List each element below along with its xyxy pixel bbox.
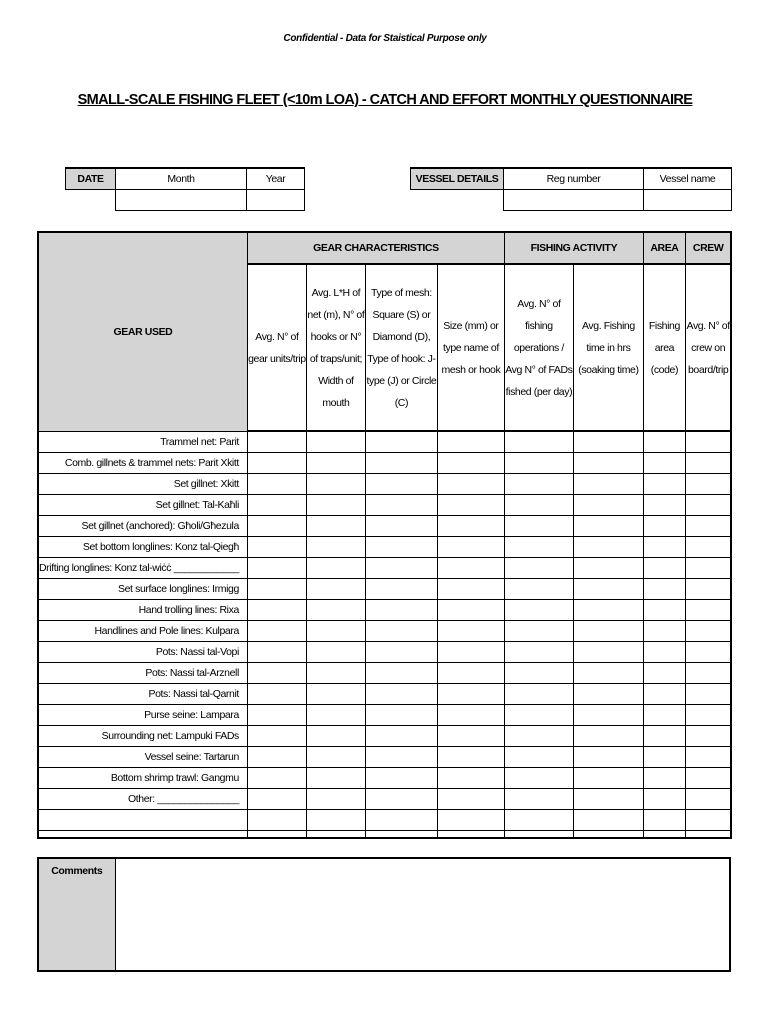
table-row <box>38 788 731 809</box>
entry-cell[interactable] <box>365 473 437 494</box>
entry-cell[interactable] <box>437 431 504 452</box>
entry-cell[interactable] <box>573 641 643 662</box>
vessel-details-label: VESSEL DETAILS <box>411 168 504 190</box>
entry-cell[interactable] <box>437 746 504 767</box>
gear-name: Set gillnet: Xkitt <box>38 473 247 494</box>
entry-cell[interactable] <box>247 431 306 452</box>
gear-name: Pots: Nassi tal-Qarnit <box>38 683 247 704</box>
entry-cell[interactable] <box>504 620 573 641</box>
gear-name: Bottom shrimp trawl: Gangmu <box>38 767 247 788</box>
entry-cell[interactable] <box>437 704 504 725</box>
table-row <box>38 452 731 473</box>
entry-cell[interactable] <box>365 557 437 578</box>
entry-cell[interactable] <box>643 746 685 767</box>
entry-cell[interactable] <box>643 431 685 452</box>
entry-cell[interactable] <box>685 431 731 452</box>
date-table <box>65 167 305 211</box>
entry-cell[interactable] <box>365 683 437 704</box>
entry-cell[interactable] <box>573 725 643 746</box>
entry-cell[interactable] <box>365 788 437 809</box>
gear-name <box>38 809 247 830</box>
crew-header: CREW <box>685 232 731 264</box>
year-field[interactable] <box>247 190 305 211</box>
table-row <box>38 767 731 788</box>
table-row <box>38 473 731 494</box>
spacer-cell <box>685 830 731 838</box>
entry-cell[interactable] <box>365 578 437 599</box>
gear-name: Pots: Nassi tal-Vopi <box>38 641 247 662</box>
gear-name: Handlines and Pole lines: Kulpara <box>38 620 247 641</box>
col-size: Size (mm) or type name of mesh or hook <box>437 264 504 431</box>
entry-cell[interactable] <box>573 431 643 452</box>
comments-field[interactable] <box>115 858 730 971</box>
entry-cell[interactable] <box>504 704 573 725</box>
entry-cell[interactable] <box>643 683 685 704</box>
entry-cell[interactable] <box>247 788 306 809</box>
entry-cell[interactable] <box>437 599 504 620</box>
entry-cell[interactable] <box>306 452 365 473</box>
entry-cell[interactable] <box>306 599 365 620</box>
entry-cell[interactable] <box>573 473 643 494</box>
vessel-name-header: Vessel name <box>644 168 732 190</box>
table-row <box>38 494 731 515</box>
entry-cell[interactable] <box>643 599 685 620</box>
entry-cell[interactable] <box>306 473 365 494</box>
gear-name: Set gillnet (anchored): Għoli/Għezula <box>38 515 247 536</box>
entry-cell[interactable] <box>247 746 306 767</box>
entry-cell[interactable] <box>643 515 685 536</box>
entry-cell[interactable] <box>685 725 731 746</box>
entry-cell[interactable] <box>504 515 573 536</box>
entry-cell[interactable] <box>504 557 573 578</box>
entry-cell[interactable] <box>365 725 437 746</box>
entry-cell[interactable] <box>643 767 685 788</box>
table-row <box>38 620 731 641</box>
table-row <box>38 830 731 838</box>
entry-cell[interactable] <box>247 599 306 620</box>
date-label: DATE <box>66 168 116 190</box>
entry-cell[interactable] <box>437 725 504 746</box>
entry-cell[interactable] <box>573 788 643 809</box>
entry-cell[interactable] <box>437 683 504 704</box>
entry-cell[interactable] <box>306 641 365 662</box>
table-row <box>38 809 731 830</box>
vessel-spacer <box>411 190 504 211</box>
entry-cell[interactable] <box>643 536 685 557</box>
entry-cell[interactable] <box>504 788 573 809</box>
entry-cell[interactable] <box>573 620 643 641</box>
entry-cell[interactable] <box>247 767 306 788</box>
area-header: AREA <box>643 232 685 264</box>
entry-cell[interactable] <box>247 809 306 830</box>
entry-cell[interactable] <box>573 767 643 788</box>
entry-cell[interactable] <box>573 704 643 725</box>
col-gear-units: Avg. N° of gear units/trip <box>247 264 306 431</box>
entry-cell[interactable] <box>365 431 437 452</box>
entry-cell[interactable] <box>437 473 504 494</box>
catch-effort-table <box>37 231 732 839</box>
entry-cell[interactable] <box>365 809 437 830</box>
entry-cell[interactable] <box>437 620 504 641</box>
entry-cell[interactable] <box>306 494 365 515</box>
table-row <box>38 725 731 746</box>
entry-cell[interactable] <box>573 683 643 704</box>
entry-cell[interactable] <box>437 494 504 515</box>
entry-cell[interactable] <box>643 557 685 578</box>
entry-cell[interactable] <box>504 683 573 704</box>
table-row <box>38 515 731 536</box>
entry-cell[interactable] <box>643 662 685 683</box>
entry-cell[interactable] <box>306 809 365 830</box>
entry-cell[interactable] <box>247 725 306 746</box>
col-crew: Avg. N° of crew on board/trip <box>685 264 731 431</box>
entry-cell[interactable] <box>504 578 573 599</box>
entry-cell[interactable] <box>643 452 685 473</box>
entry-cell[interactable] <box>306 578 365 599</box>
entry-cell[interactable] <box>306 662 365 683</box>
entry-cell[interactable] <box>437 515 504 536</box>
entry-cell[interactable] <box>247 620 306 641</box>
spacer-cell <box>38 830 247 838</box>
entry-cell[interactable] <box>306 620 365 641</box>
entry-cell[interactable] <box>643 578 685 599</box>
entry-cell[interactable] <box>643 704 685 725</box>
entry-cell[interactable] <box>643 788 685 809</box>
table-row <box>38 557 731 578</box>
entry-cell[interactable] <box>504 662 573 683</box>
table-row <box>38 746 731 767</box>
entry-cell[interactable] <box>685 452 731 473</box>
reg-number-header: Reg number <box>504 168 644 190</box>
entry-cell[interactable] <box>573 557 643 578</box>
entry-cell[interactable] <box>247 494 306 515</box>
entry-cell[interactable] <box>643 725 685 746</box>
entry-cell[interactable] <box>306 704 365 725</box>
entry-cell[interactable] <box>437 662 504 683</box>
gear-name: Vessel seine: Tartarun <box>38 746 247 767</box>
entry-cell[interactable] <box>306 683 365 704</box>
entry-cell[interactable] <box>247 662 306 683</box>
reg-number-field[interactable] <box>504 190 644 211</box>
gear-name: Hand trolling lines: Rixa <box>38 599 247 620</box>
entry-cell[interactable] <box>437 641 504 662</box>
entry-cell[interactable] <box>685 662 731 683</box>
entry-cell[interactable] <box>437 767 504 788</box>
entry-cell[interactable] <box>643 620 685 641</box>
entry-cell[interactable] <box>643 494 685 515</box>
entry-cell[interactable] <box>437 452 504 473</box>
entry-cell[interactable] <box>365 452 437 473</box>
table-row <box>38 536 731 557</box>
entry-cell[interactable] <box>365 767 437 788</box>
entry-cell[interactable] <box>306 515 365 536</box>
entry-cell[interactable] <box>573 494 643 515</box>
entry-cell[interactable] <box>306 431 365 452</box>
entry-cell[interactable] <box>365 536 437 557</box>
entry-cell[interactable] <box>365 515 437 536</box>
entry-cell[interactable] <box>247 452 306 473</box>
entry-cell[interactable] <box>685 809 731 830</box>
entry-cell[interactable] <box>504 431 573 452</box>
entry-cell[interactable] <box>247 557 306 578</box>
entry-cell[interactable] <box>685 788 731 809</box>
vessel-name-field[interactable] <box>644 190 732 211</box>
entry-cell[interactable] <box>504 494 573 515</box>
entry-cell[interactable] <box>685 641 731 662</box>
entry-cell[interactable] <box>573 599 643 620</box>
gear-name: Set bottom longlines: Konz tal-Qiegħ <box>38 536 247 557</box>
entry-cell[interactable] <box>437 536 504 557</box>
entry-cell[interactable] <box>573 746 643 767</box>
entry-cell[interactable] <box>365 620 437 641</box>
entry-cell[interactable] <box>685 599 731 620</box>
entry-cell[interactable] <box>247 704 306 725</box>
fishing-activity-header: FISHING ACTIVITY <box>504 232 643 264</box>
gear-name: Other: _______________ <box>38 788 247 809</box>
spacer-cell <box>437 830 504 838</box>
month-field[interactable] <box>116 190 247 211</box>
entry-cell[interactable] <box>643 641 685 662</box>
entry-cell[interactable] <box>685 767 731 788</box>
entry-cell[interactable] <box>573 809 643 830</box>
entry-cell[interactable] <box>365 494 437 515</box>
entry-cell[interactable] <box>573 662 643 683</box>
confidential-note: Confidential - Data for Staistical Purpose only <box>283 33 487 44</box>
entry-cell[interactable] <box>504 746 573 767</box>
table-row <box>38 599 731 620</box>
entry-cell[interactable] <box>365 599 437 620</box>
month-header: Month <box>116 168 247 190</box>
entry-cell[interactable] <box>504 473 573 494</box>
entry-cell[interactable] <box>685 536 731 557</box>
gear-characteristics-header: GEAR CHARACTERISTICS <box>247 232 504 264</box>
gear-name: Surrounding net: Lampuki FADs <box>38 725 247 746</box>
gear-name: Trammel net: Parit <box>38 431 247 452</box>
entry-cell[interactable] <box>573 536 643 557</box>
date-spacer <box>66 190 116 211</box>
spacer-cell <box>643 830 685 838</box>
entry-cell[interactable] <box>685 704 731 725</box>
entry-cell[interactable] <box>247 578 306 599</box>
entry-cell[interactable] <box>573 452 643 473</box>
entry-cell[interactable] <box>685 473 731 494</box>
comments-box <box>37 857 731 972</box>
vessel-table <box>410 167 732 211</box>
col-fishing-time: Avg. Fishing time in hrs (soaking time) <box>573 264 643 431</box>
table-row <box>38 641 731 662</box>
entry-cell[interactable] <box>437 788 504 809</box>
entry-cell[interactable] <box>365 662 437 683</box>
table-row <box>38 683 731 704</box>
gear-name: Pots: Nassi tal-Arznell <box>38 662 247 683</box>
comments-label: Comments <box>38 858 115 971</box>
entry-cell[interactable] <box>504 599 573 620</box>
spacer-cell <box>306 830 365 838</box>
spacer-cell <box>365 830 437 838</box>
entry-cell[interactable] <box>685 578 731 599</box>
spacer-cell <box>573 830 643 838</box>
table-row <box>38 662 731 683</box>
entry-cell[interactable] <box>643 809 685 830</box>
entry-cell[interactable] <box>437 557 504 578</box>
table-row <box>38 431 731 452</box>
entry-cell[interactable] <box>504 641 573 662</box>
entry-cell[interactable] <box>247 515 306 536</box>
entry-cell[interactable] <box>306 725 365 746</box>
entry-cell[interactable] <box>504 767 573 788</box>
gear-name: Comb. gillnets & trammel nets: Parit Xkitt <box>38 452 247 473</box>
entry-cell[interactable] <box>365 704 437 725</box>
table-row <box>38 704 731 725</box>
gear-name: Drifting longlines: Konz tal-wiċċ ____________ <box>38 557 247 578</box>
spacer-cell <box>247 830 306 838</box>
entry-cell[interactable] <box>306 536 365 557</box>
col-gear-dimensions: Avg. L*H of net (m), N° of hooks or N° of traps/unit; Width of mouth <box>306 264 365 431</box>
entry-cell[interactable] <box>247 683 306 704</box>
entry-cell[interactable] <box>685 683 731 704</box>
table-row <box>38 578 731 599</box>
entry-cell[interactable] <box>573 578 643 599</box>
gear-used-header: GEAR USED <box>38 232 247 431</box>
entry-cell[interactable] <box>306 746 365 767</box>
col-mesh-hook-type: Type of mesh: Square (S) or Diamond (D), Type of hook: J-type (J) or Circle (C) <box>365 264 437 431</box>
entry-cell[interactable] <box>306 767 365 788</box>
col-fishing-operations: Avg. N° of fishing operations / Avg N° of FADs fished (per day) <box>504 264 573 431</box>
entry-cell[interactable] <box>685 515 731 536</box>
spacer-cell <box>504 830 573 838</box>
gear-name: Set surface longlines: Irmigg <box>38 578 247 599</box>
entry-cell[interactable] <box>504 536 573 557</box>
entry-cell[interactable] <box>247 641 306 662</box>
entry-cell[interactable] <box>306 557 365 578</box>
year-header: Year <box>247 168 305 190</box>
entry-cell[interactable] <box>685 620 731 641</box>
entry-cell[interactable] <box>504 809 573 830</box>
entry-cell[interactable] <box>504 452 573 473</box>
entry-cell[interactable] <box>306 788 365 809</box>
entry-cell[interactable] <box>504 725 573 746</box>
entry-cell[interactable] <box>437 578 504 599</box>
entry-cell[interactable] <box>685 557 731 578</box>
page-title: SMALL-SCALE FISHING FLEET (<10m LOA) - CATCH AND EFFORT MONTHLY QUESTIONNAIRE <box>77 92 693 108</box>
gear-name: Set gillnet: Tal-Kaħli <box>38 494 247 515</box>
entry-cell[interactable] <box>573 515 643 536</box>
gear-name: Purse seine: Lampara <box>38 704 247 725</box>
entry-cell[interactable] <box>685 494 731 515</box>
entry-cell[interactable] <box>365 746 437 767</box>
entry-cell[interactable] <box>437 809 504 830</box>
entry-cell[interactable] <box>685 746 731 767</box>
entry-cell[interactable] <box>247 536 306 557</box>
entry-cell[interactable] <box>365 641 437 662</box>
entry-cell[interactable] <box>643 473 685 494</box>
entry-cell[interactable] <box>247 473 306 494</box>
col-fishing-area: Fishing area (code) <box>643 264 685 431</box>
